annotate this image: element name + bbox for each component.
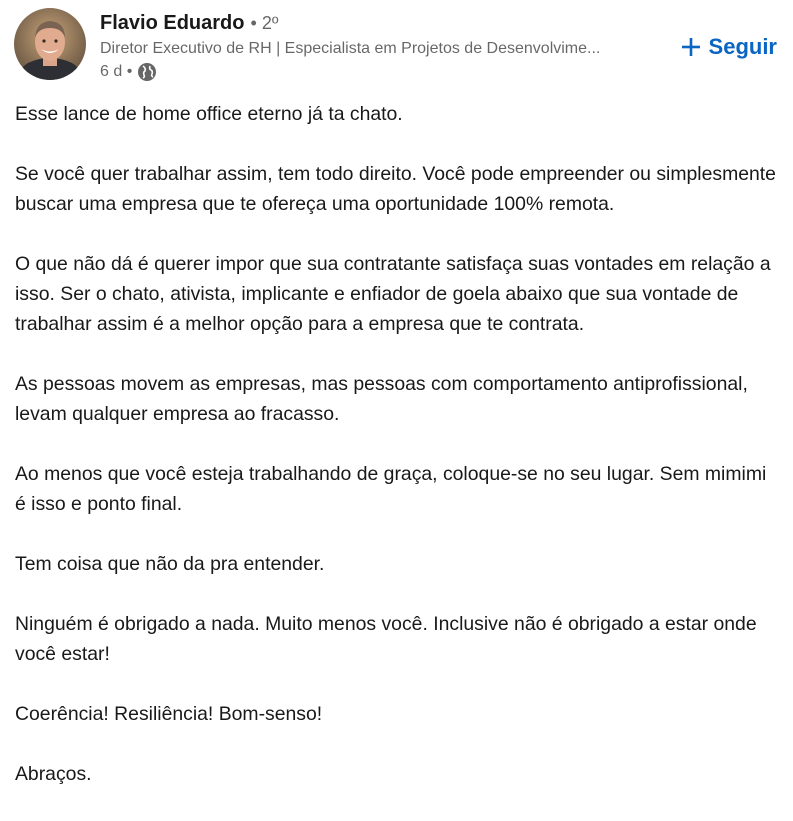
- connection-degree: • 2º: [250, 13, 279, 33]
- post-paragraph: Ao menos que você esteja trabalhando de graça, coloque-se no seu lugar. Sem mimimi é isso e ponto final.: [15, 463, 767, 515]
- plus-icon: [681, 37, 701, 57]
- author-meta: [100, 10, 660, 83]
- avatar[interactable]: [14, 8, 86, 80]
- author-headline: Diretor Executivo de RH | Especialista em Projetos de Desenvolvime...: [100, 40, 601, 57]
- globe-icon: [137, 62, 157, 82]
- author-name[interactable]: Flavio Eduardo: [100, 12, 245, 34]
- post-paragraph: Abraços.: [15, 763, 92, 785]
- post-paragraph: O que não dá é querer impor que sua contratante satisfaça suas vontades em relação a isso. Ser o chato, ativista, implicante e enfiador de goela abaixo que sua vontade de trabalhar assim é a melhor opção para a empresa que te contrata.: [15, 253, 771, 335]
- follow-button[interactable]: [681, 34, 777, 60]
- post-paragraph: Esse lance de home office eterno já ta chato.: [15, 103, 403, 125]
- post-paragraph: Ninguém é obrigado a nada. Muito menos você. Inclusive não é obrigado a estar onde você estar!: [15, 613, 757, 665]
- post-paragraph: Tem coisa que não da pra entender.: [15, 553, 325, 575]
- avatar-image: [14, 8, 86, 80]
- post-paragraph: Se você quer trabalhar assim, tem todo direito. Você pode empreender ou simplesmente buscar uma empresa que te ofereça uma oportunidade 100% remota.: [15, 163, 776, 215]
- author-name-line: [100, 10, 660, 36]
- follow-label: Seguir: [708, 34, 777, 59]
- post-time: 6 d •: [100, 63, 133, 80]
- post-header: [0, 0, 793, 90]
- post-paragraph: As pessoas movem as empresas, mas pessoas com comportamento antiprofissional, levam qualquer empresa ao fracasso.: [15, 373, 748, 425]
- post-body: [15, 99, 780, 819]
- post-time-line: [100, 61, 660, 83]
- post-paragraph: Coerência! Resiliência! Bom-senso!: [15, 703, 323, 725]
